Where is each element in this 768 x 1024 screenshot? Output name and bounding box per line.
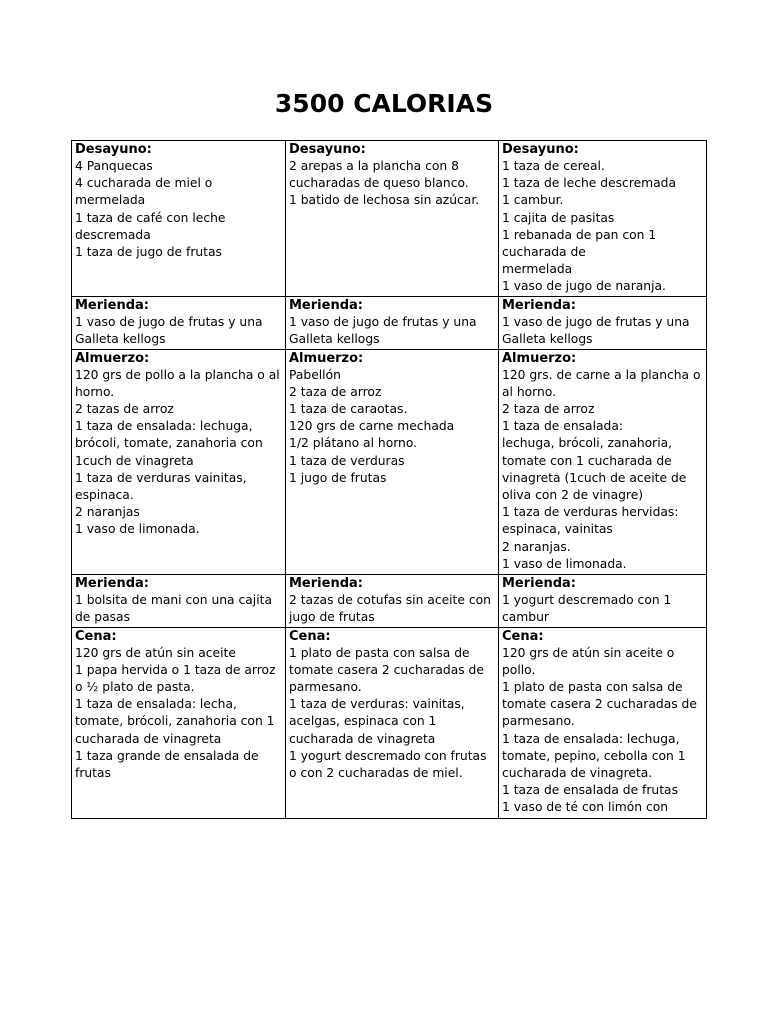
meal-cell xyxy=(499,627,707,818)
meal-label: Cena: xyxy=(289,628,331,644)
meal-label: Merienda: xyxy=(289,575,363,591)
meal-item: o ½ plato de pasta. xyxy=(75,680,195,695)
meal-item: 1 taza de café con leche xyxy=(75,210,226,225)
meal-item: tomate, brócoli, zanahoria con 1 xyxy=(75,714,275,729)
meal-item: cucharada de vinagreta xyxy=(75,731,222,746)
meal-item: 1 taza de verduras xyxy=(289,453,405,468)
meal-item: 1/2 plátano al horno. xyxy=(289,436,418,451)
meal-item: 120 grs de atún sin aceite xyxy=(75,645,236,660)
meal-cell xyxy=(72,574,286,627)
meal-item: 120 grs. de carne a la plancha o xyxy=(502,367,701,382)
meal-item: 1 taza de verduras hervidas: xyxy=(502,505,679,520)
meal-item: al horno. xyxy=(502,384,557,399)
meal-item: 1 cajita de pasitas xyxy=(502,210,615,225)
meal-item: descremada xyxy=(75,227,151,242)
meal-item: 1 taza de ensalada: xyxy=(502,419,624,434)
meal-label: Almuerzo: xyxy=(502,350,577,366)
meal-item: Galleta kellogs xyxy=(289,331,380,346)
meal-item: 1 bolsita de mani con una cajita xyxy=(75,592,272,607)
meal-item: 2 taza de arroz xyxy=(502,402,595,417)
meal-label: Cena: xyxy=(75,628,117,644)
meal-cell xyxy=(499,349,707,574)
meal-label: Cena: xyxy=(502,628,544,644)
meal-item: horno. xyxy=(75,384,115,399)
meal-item: espinaca, vainitas xyxy=(502,522,613,537)
meal-item: vinagreta (1cuch de aceite de xyxy=(502,470,687,485)
meal-item: 1 vaso de limonada. xyxy=(75,522,200,537)
meal-item: jugo de frutas xyxy=(289,609,375,624)
meal-item: Pabellón xyxy=(289,367,341,382)
meal-item: mermelada xyxy=(75,193,146,208)
meal-item: 2 arepas a la plancha con 8 xyxy=(289,159,459,173)
meal-cell xyxy=(72,627,286,818)
meal-plan-table xyxy=(71,140,707,819)
meal-item: o con 2 cucharadas de miel. xyxy=(289,766,463,781)
meal-cell xyxy=(286,296,499,349)
meal-item: 1 vaso de jugo de frutas y una xyxy=(289,314,477,329)
meal-item: tomate casera 2 cucharadas de xyxy=(502,697,697,712)
meal-item: tomate con 1 cucharada de xyxy=(502,453,672,468)
snack-row-1 xyxy=(72,296,707,349)
meal-item: tomate casera 2 cucharadas de xyxy=(289,662,484,677)
meal-item: tomate, pepino, cebolla con 1 xyxy=(502,748,686,763)
meal-item: 1 taza de cereal. xyxy=(502,159,605,173)
meal-cell xyxy=(286,627,499,818)
meal-item: 1 plato de pasta con salsa de xyxy=(289,645,470,660)
page-title: 3500 CALORIAS xyxy=(274,89,494,118)
meal-cell xyxy=(72,296,286,349)
meal-item: 2 naranjas xyxy=(75,505,140,520)
meal-item: 1 taza de ensalada: lecha, xyxy=(75,697,237,712)
meal-item: espinaca. xyxy=(75,488,134,503)
meal-cell xyxy=(286,349,499,574)
meal-item: 1 taza de caraotas. xyxy=(289,402,408,417)
meal-item: parmesano. xyxy=(289,680,362,695)
meal-label: Merienda: xyxy=(502,575,576,591)
meal-item: 120 grs de carne mechada xyxy=(289,419,455,434)
meal-item: 1 taza de verduras: vainitas, xyxy=(289,697,465,712)
meal-cell xyxy=(286,574,499,627)
meal-item: Galleta kellogs xyxy=(502,331,593,346)
meal-item: 1cuch de vinagreta xyxy=(75,453,194,468)
meal-item: 1 vaso de jugo de frutas y una xyxy=(75,314,263,329)
meal-label: Merienda: xyxy=(75,297,149,313)
meal-item: pollo. xyxy=(502,662,536,677)
meal-item: 2 naranjas. xyxy=(502,539,571,554)
meal-item: cambur xyxy=(502,609,549,624)
meal-item: 1 taza de ensalada de frutas xyxy=(502,783,678,798)
meal-item: frutas xyxy=(75,766,111,781)
meal-item: de pasas xyxy=(75,609,130,624)
meal-item: 1 taza de ensalada: lechuga, xyxy=(502,731,680,746)
lunch-row xyxy=(72,349,707,574)
meal-cell xyxy=(72,141,286,297)
meal-item: lechuga, brócoli, zanahoria, xyxy=(502,436,673,451)
meal-label: Desayuno: xyxy=(75,142,152,157)
meal-item: brócoli, tomate, zanahoria con xyxy=(75,436,263,451)
meal-item: mermelada xyxy=(502,262,573,277)
meal-item: Galleta kellogs xyxy=(75,331,166,346)
meal-item: 2 tazas de arroz xyxy=(75,402,174,417)
meal-item: 2 taza de arroz xyxy=(289,384,382,399)
meal-label: Almuerzo: xyxy=(289,350,364,366)
meal-item: 4 cucharada de miel o xyxy=(75,176,213,191)
meal-item: acelgas, espinaca con 1 xyxy=(289,714,437,729)
meal-item: 1 vaso de jugo de frutas y una xyxy=(502,314,690,329)
meal-cell xyxy=(499,141,707,297)
meal-item: oliva con 2 de vinagre) xyxy=(502,488,644,503)
meal-item: cucharada de vinagreta xyxy=(289,731,436,746)
meal-item: 120 grs de pollo a la plancha o al xyxy=(75,367,280,382)
meal-item: 2 tazas de cotufas sin aceite con xyxy=(289,592,491,607)
meal-label: Desayuno: xyxy=(289,142,366,157)
meal-item: 1 jugo de frutas xyxy=(289,470,387,485)
meal-item: 1 papa hervida o 1 taza de arroz xyxy=(75,662,276,677)
snack-row-2 xyxy=(72,574,707,627)
dinner-row xyxy=(72,627,707,818)
meal-item: cucharada de xyxy=(502,245,586,260)
meal-label: Desayuno: xyxy=(502,142,579,157)
meal-cell xyxy=(286,141,499,297)
meal-item: 1 plato de pasta con salsa de xyxy=(502,680,683,695)
meal-item: parmesano. xyxy=(502,714,575,729)
meal-item: 1 vaso de té con limón con xyxy=(502,800,669,815)
meal-label: Almuerzo: xyxy=(75,350,150,366)
meal-item: 4 Panquecas xyxy=(75,159,153,173)
meal-cell xyxy=(499,296,707,349)
meal-item: 1 taza grande de ensalada de xyxy=(75,748,259,763)
meal-item: 1 taza de ensalada: lechuga, xyxy=(75,419,253,434)
meal-item: 1 cambur. xyxy=(502,193,564,208)
meal-item: 1 taza de verduras vainitas, xyxy=(75,470,247,485)
meal-item: 1 rebanada de pan con 1 xyxy=(502,227,657,242)
meal-cell xyxy=(72,349,286,574)
meal-item: cucharadas de queso blanco. xyxy=(289,176,469,191)
meal-item: 1 yogurt descremado con 1 xyxy=(502,592,672,607)
meal-item: cucharada de vinagreta. xyxy=(502,766,653,781)
meal-label: Merienda: xyxy=(289,297,363,313)
meal-cell xyxy=(499,574,707,627)
meal-label: Merienda: xyxy=(502,297,576,313)
meal-label: Merienda: xyxy=(75,575,149,591)
meal-item: 1 taza de jugo de frutas xyxy=(75,245,222,260)
meal-item: 1 vaso de jugo de naranja. xyxy=(502,279,666,294)
meal-item: 1 batido de lechosa sin azúcar. xyxy=(289,193,480,208)
breakfast-row xyxy=(72,141,707,297)
meal-item: 1 yogurt descremado con frutas xyxy=(289,748,487,763)
meal-item: 1 vaso de limonada. xyxy=(502,556,627,571)
meal-item: 120 grs de atún sin aceite o xyxy=(502,645,675,660)
meal-item: 1 taza de leche descremada xyxy=(502,176,677,191)
